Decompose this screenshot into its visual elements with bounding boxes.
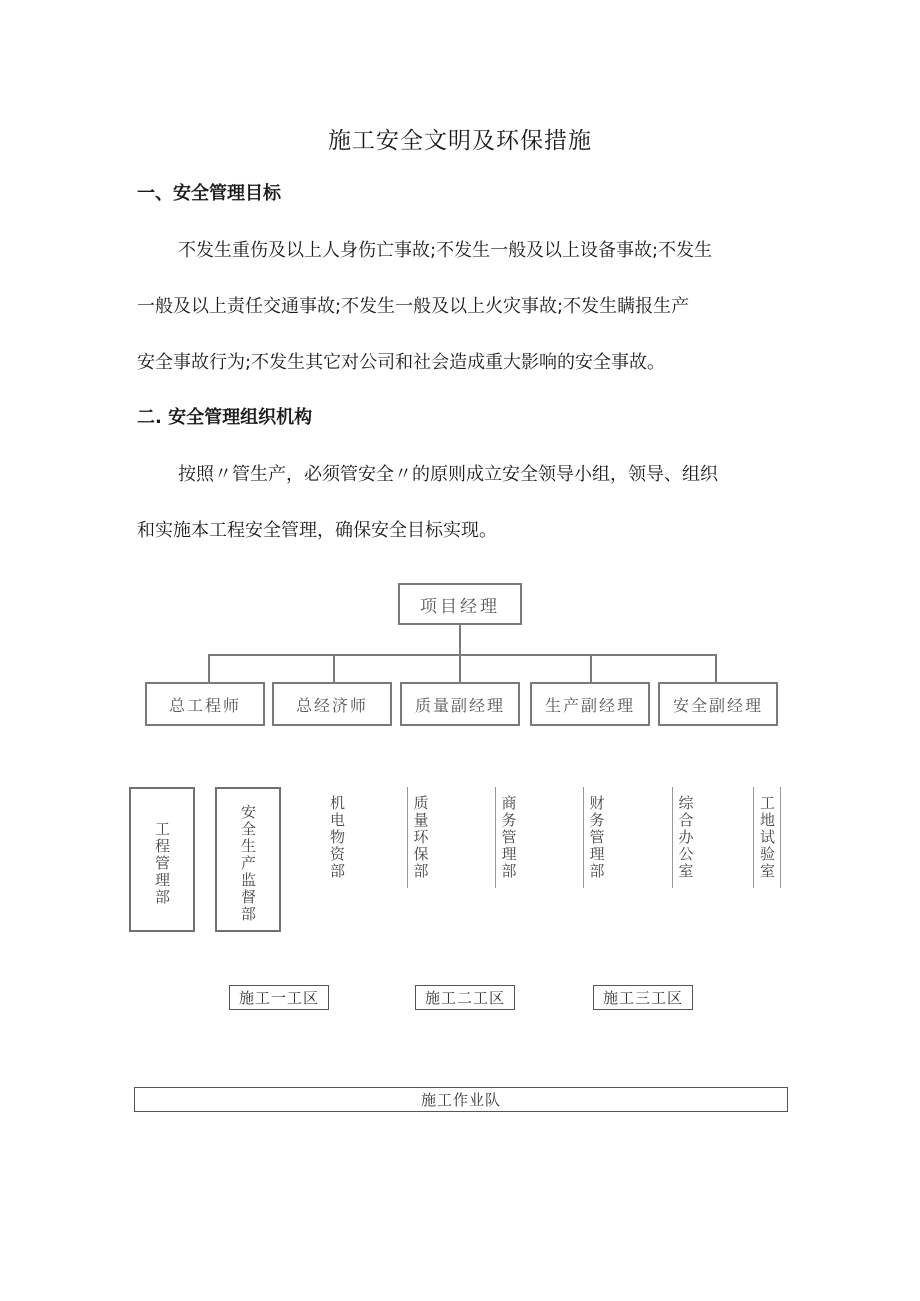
manager-box-chief-economist: 总经济师 — [272, 682, 392, 726]
dept-general-office-label: 综合办公室 — [676, 795, 695, 880]
section2-heading: 二. 安全管理组织机构 — [137, 407, 313, 428]
section1-line-3: 安全事故行为;不发生其它对公司和社会造成重大影响的安全事故。 — [137, 352, 666, 373]
connector-drop-1 — [208, 654, 210, 682]
construction-team-box: 施工作业队 — [134, 1087, 788, 1112]
section1-line-1: 不发生重伤及以上人身伤亡事故;不发生一般及以上设备事故;不发生 — [178, 240, 713, 261]
dept-engineering — [129, 787, 195, 932]
dept-site-lab-label: 工地试验室 — [758, 795, 776, 880]
dept-business-label: 商务管理部 — [499, 795, 518, 880]
dept-site-lab — [753, 787, 781, 888]
project-manager-box: 项目经理 — [398, 583, 522, 625]
connector-horizontal — [208, 654, 717, 656]
dept-quality-env-label: 质量环保部 — [411, 795, 430, 880]
connector-drop-4 — [590, 654, 592, 682]
dept-business — [495, 787, 521, 888]
dept-electromechanical-label: 机电物资部 — [328, 795, 346, 880]
zone-2-box: 施工二工区 — [415, 985, 515, 1010]
dept-finance-label: 财务管理部 — [587, 795, 606, 880]
connector-top-vertical — [459, 625, 461, 655]
dept-electromechanical — [323, 787, 351, 888]
manager-box-quality: 质量副经理 — [400, 682, 520, 726]
section2-line-2: 和实施本工程安全管理，确保安全目标实现。 — [137, 520, 497, 541]
dept-safety-supervision-label: 安全生产监督部 — [239, 804, 257, 923]
manager-box-chief-engineer: 总工程师 — [145, 682, 265, 726]
dept-finance — [583, 787, 609, 888]
connector-drop-5 — [715, 654, 717, 682]
zone-1-box: 施工一工区 — [229, 985, 329, 1010]
zone-3-box: 施工三工区 — [593, 985, 693, 1010]
dept-engineering-label: 工程管理部 — [153, 821, 171, 906]
dept-general-office — [672, 787, 698, 888]
manager-box-safety: 安全副经理 — [658, 682, 778, 726]
connector-drop-2 — [333, 654, 335, 682]
section2-line-1: 按照〃管生产，必须管安全〃的原则成立安全领导小组，领导、组织 — [178, 464, 718, 485]
manager-box-production: 生产副经理 — [530, 682, 650, 726]
dept-quality-env — [407, 787, 433, 888]
connector-drop-3 — [459, 654, 461, 682]
document-title: 施工安全文明及环保措施 — [328, 128, 592, 154]
section1-heading: 一、安全管理目标 — [137, 183, 281, 204]
section1-line-2: 一般及以上责任交通事故;不发生一般及以上火灾事故;不发生瞒报生产 — [137, 296, 690, 317]
dept-safety-supervision — [215, 787, 281, 932]
